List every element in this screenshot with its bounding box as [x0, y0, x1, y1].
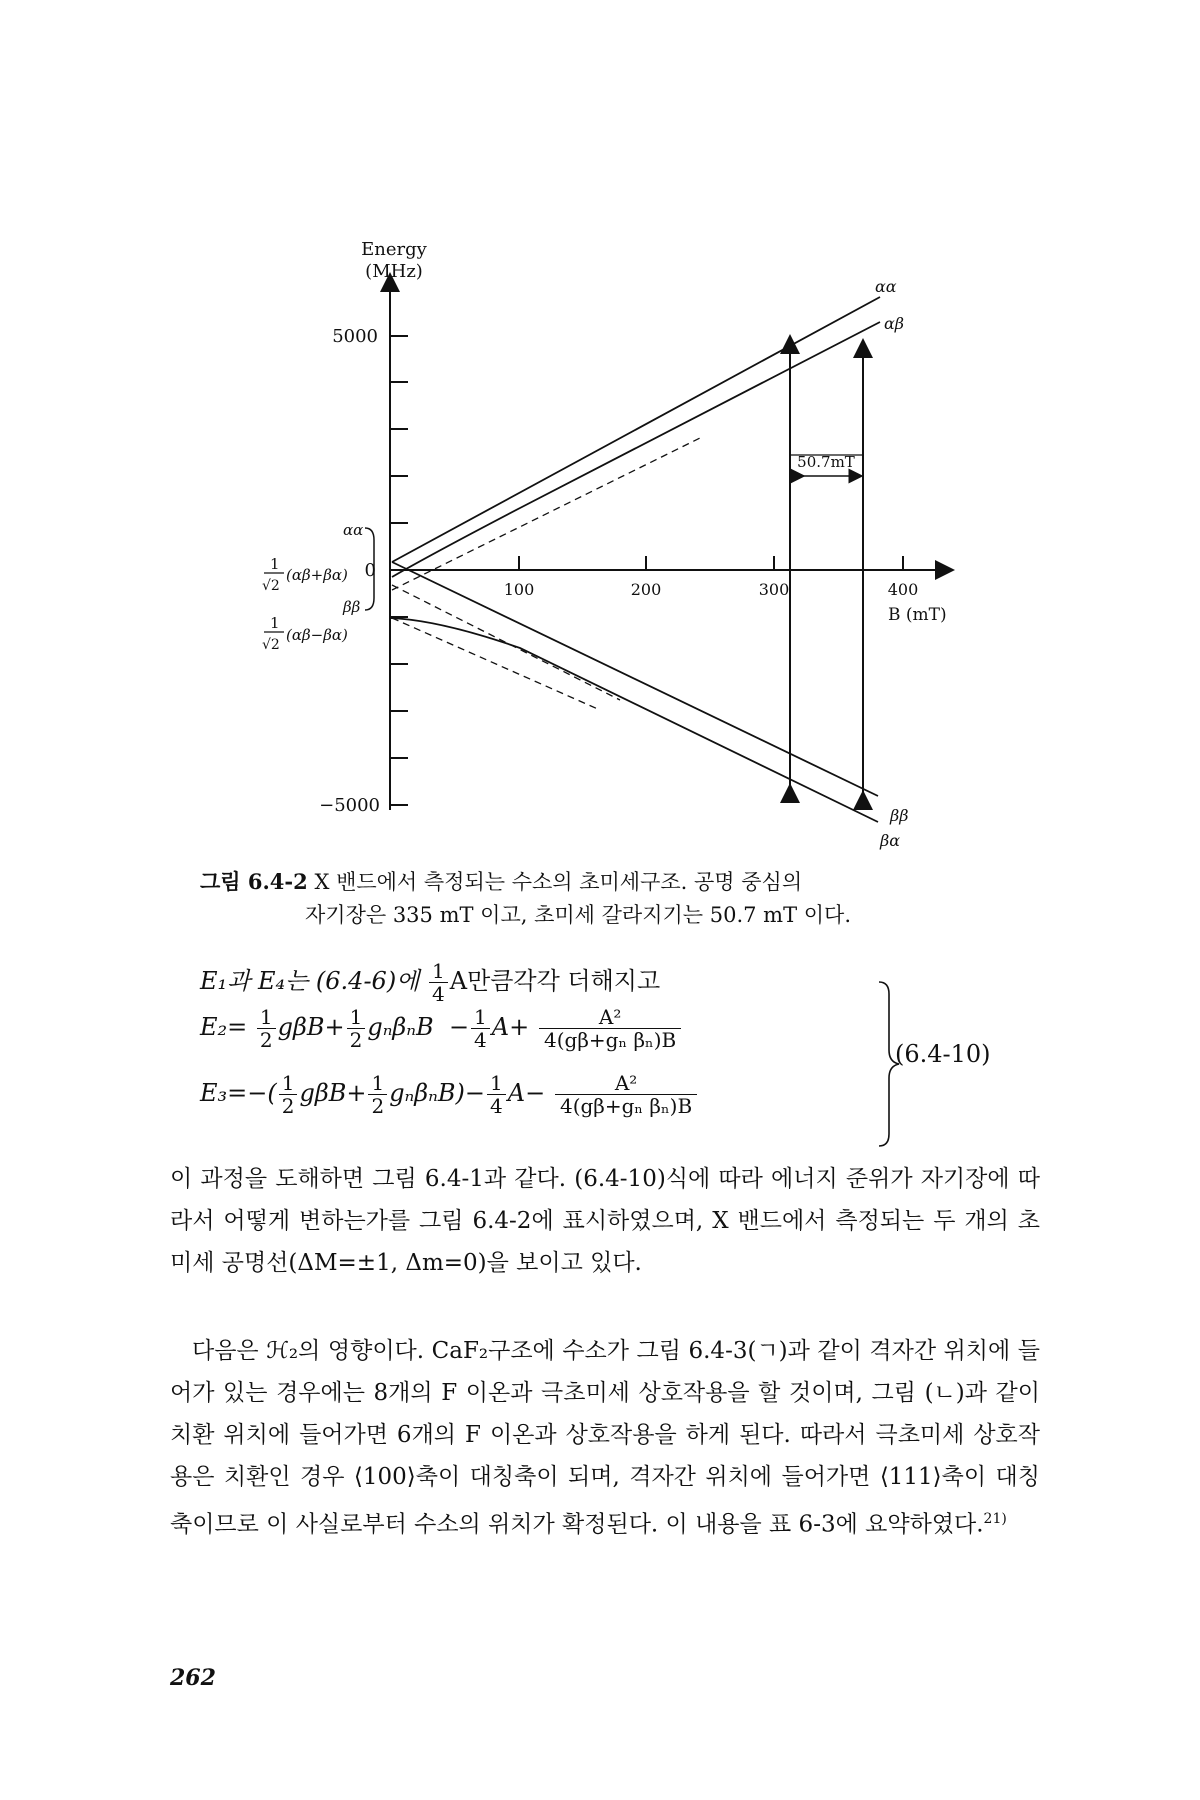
figure-caption: [200, 865, 1020, 932]
caption-line-1: X 밴드에서 측정되는 수소의 초미세구조. 공명 중심의: [314, 870, 803, 894]
span-label: 50.7mT: [797, 453, 855, 471]
x-tick-400: 400: [887, 580, 919, 599]
level-beta-alpha: [390, 618, 878, 822]
label-right-ab: αβ: [884, 314, 905, 333]
x-axis-label: B (mT): [888, 605, 947, 625]
paragraph-2-text: 다음은 ℋ₂의 영향이다. CaF₂구조에 수소가 그림 6.4-3(ㄱ)과 같이 격자간 위치에 들어가 있는 경우에는 8개의 F 이온과 극초미세 상호작용을 할 것이며, 그림 (ㄴ)과 같이 치환 위치에 들어가면 6개의 F 이온과 상호작용을 하게 된다. 따라서 극초미세 상호작용은 치환인 경우 ⟨100⟩축이 대칭축이 되며, 격자간 위치에 들어가면 ⟨111⟩축이 대칭축이므로 이 사실로부터 수소의 위치가 확정된다. 이 내용을 표 6-3에 요약하였다.: [170, 1338, 1040, 1538]
x-tick-300: 300: [758, 580, 790, 599]
equation-number: (6.4-10): [895, 1040, 991, 1068]
y-axis-unit: (MHz): [365, 261, 423, 282]
label-left-one-2: 1: [270, 614, 280, 632]
intro-frac: $\frac{1}{4}$: [429, 960, 448, 1005]
y-tick-minus5000: −5000: [319, 795, 380, 816]
intro-suffix: A만큼각각 더해지고: [449, 967, 661, 995]
asymptote-lower-mid: [392, 618, 600, 710]
label-right-bb: ββ: [890, 806, 909, 825]
paragraph-2: [170, 1330, 1040, 1546]
y-tick-5000: 5000: [332, 326, 378, 347]
x-tick-200: 200: [630, 580, 662, 599]
label-left-one-1: 1: [270, 555, 280, 573]
asymptote-upper: [392, 438, 700, 590]
level-alpha-alpha: [392, 297, 880, 562]
intro-prefix: E₁과 E₄는 (6.4-6)에: [200, 967, 427, 995]
equation-intro: [200, 960, 660, 1005]
page-number: 262: [170, 1665, 216, 1691]
label-left-anti: (αβ−βα): [286, 626, 348, 644]
label-left-sqrt2-1: √2: [262, 578, 280, 594]
caption-label: 그림 6.4-2: [200, 869, 308, 894]
label-right-ba: βα: [880, 831, 901, 850]
energy-level-diagram: [0, 0, 1200, 860]
equation-e3: E₃=−( $\frac{1}{2}$ gβB+ $\frac{1}{2}$ gₙβₙB)− $\frac{1}{4}$ A− $\frac{\text{A²}}{\text{4(gβ+gₙ βₙ)B}}$: [200, 1072, 699, 1117]
paragraph-1: 이 과정을 도해하면 그림 6.4-1과 같다. (6.4-10)식에 따라 에너지 준위가 자기장에 따라서 어떻게 변하는가를 그림 6.4-2에 표시하였으며, X 밴드에서 측정되는 두 개의 초미세 공명선(ΔM=±1, Δm=0)을 보이고 있다.: [170, 1166, 1040, 1276]
x-tick-100: 100: [503, 580, 535, 599]
equation-e2: E₂= $\frac{1}{2}$ gβB+ $\frac{1}{2}$ gₙβₙB − $\frac{1}{4}$ A+ $\frac{\text{A²}}{\text{4(gβ+gₙ βₙ)B}}$: [200, 1006, 683, 1051]
label-left-sym: (αβ+βα): [286, 566, 348, 584]
label-left-sqrt2-2: √2: [262, 637, 280, 653]
y-axis-label: Energy: [361, 239, 427, 260]
label-right-aa: αα: [875, 277, 897, 296]
caption-line-2: 자기장은 335 mT 이고, 초미세 갈라지기는 50.7 mT 이다.: [305, 903, 852, 927]
y-tick-zero: 0: [364, 560, 376, 581]
x-ticks: [519, 556, 903, 570]
footnote-ref: 21): [983, 1511, 1007, 1527]
level-alpha-beta: [392, 322, 880, 577]
label-left-bb: ββ: [343, 598, 361, 616]
label-left-aa: αα: [343, 521, 364, 539]
